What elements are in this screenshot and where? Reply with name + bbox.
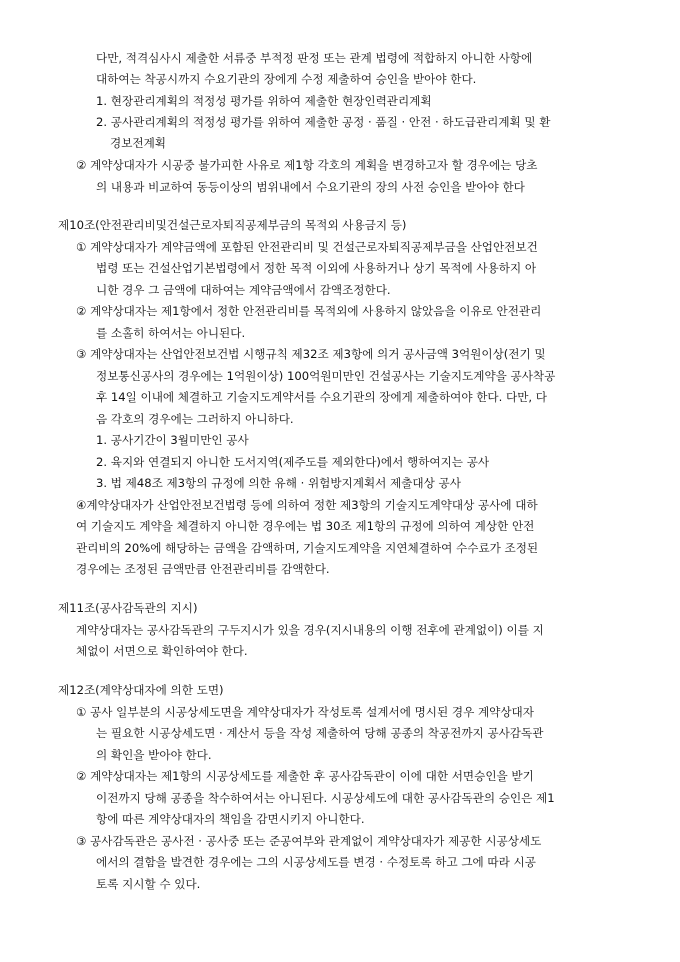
text-line: 의 확인을 받아야 한다. bbox=[96, 748, 212, 762]
clause-item: ① 계약상대자가 계약금액에 포함된 안전관리비 및 건설근로자퇴직공제부금을 산업안전보건 bbox=[76, 240, 538, 254]
clause-item: ① 공사 일부분의 시공상세도면을 계약상대자가 작성토록 설계서에 명시된 경우 계약상대자 bbox=[76, 705, 534, 719]
text-line: 체없이 서면으로 확인하여야 한다. bbox=[76, 644, 248, 658]
article-heading-10: 제10조(안전관리비및건설근로자퇴직공제부금의 목적외 사용금지 등) bbox=[58, 218, 407, 232]
list-item: 2. 공사관리계획의 적정성 평가를 위하여 제출한 공정 · 품질 · 안전 · 하도급관리계획 및 환 bbox=[96, 115, 551, 129]
text-line: 관리비의 20%에 해당하는 금액을 감액하며, 기술지도계약을 지연체결하여 수수료가 조정된 bbox=[76, 541, 539, 555]
text-line: 다만, 적격심사시 제출한 서류중 부적정 판정 또는 관계 법령에 적합하지 아니한 사항에 bbox=[96, 51, 533, 65]
text-line: 이전까지 당해 공종을 착수하여서는 아니된다. 시공상세도에 대한 공사감독관의 승인은 제1 bbox=[96, 791, 555, 805]
text-line: 정보통신공사의 경우에는 1억원이상) 100억원미만인 건설공사는 기술지도계약을 공사착공 bbox=[96, 369, 556, 383]
text-line: 계약상대자는 공사감독관의 구두지시가 있을 경우(지시내용의 이행 전후에 관계없이) 이를 지 bbox=[76, 623, 544, 637]
text-line: 니한 경우 그 금액에 대하여는 계약금액에서 감액조정한다. bbox=[96, 283, 391, 297]
clause-item: ② 계약상대자가 시공중 불가피한 사유로 제1항 각호의 계획을 변경하고자 할 경우에는 당초 bbox=[76, 158, 538, 172]
text-line: 에서의 결함을 발견한 경우에는 그의 시공상세도를 변경 · 수정토록 하고 그에 따라 시공 bbox=[96, 855, 536, 869]
text-line: 는 필요한 시공상세도면 · 계산서 등을 작성 제출하여 당해 공종의 착공전까지 공사감독관 bbox=[96, 726, 544, 740]
text-line: 토록 지시할 수 있다. bbox=[96, 877, 201, 891]
article-heading-11: 제11조(공사감독관의 지시) bbox=[58, 601, 198, 615]
text-line: 의 내용과 비교하여 동등이상의 범위내에서 수요기관의 장의 사전 승인을 받아야 한다 bbox=[96, 180, 525, 194]
text-line: 음 각호의 경우에는 그러하지 아니하다. bbox=[96, 412, 294, 426]
text-line: 법령 또는 건설산업기본법령에서 정한 목적 이외에 사용하거나 상기 목적에 사용하지 아 bbox=[96, 261, 537, 275]
article-heading-12: 제12조(계약상대자에 의한 도면) bbox=[58, 683, 224, 697]
text-line: 를 소홀히 하여서는 아니된다. bbox=[96, 326, 246, 340]
list-item: 2. 육지와 연결되지 아니한 도서지역(제주도를 제외한다)에서 행하여지는 공사 bbox=[96, 455, 490, 469]
text-line: 경보전계획 bbox=[110, 136, 166, 150]
text-line: 후 14일 이내에 체결하고 기술지도계약서를 수요기관의 장에게 제출하여야 한다. 다만, 다 bbox=[96, 390, 547, 404]
clause-item: ② 계약상대자는 제1항에서 정한 안전관리비를 목적외에 사용하지 않았음을 이유로 안전관리 bbox=[76, 304, 542, 318]
text-line: 여 기술지도 계약을 체결하지 아니한 경우에는 법 30조 제1항의 규정에 의하여 계상한 안전 bbox=[76, 519, 535, 533]
list-item: 3. 법 제48조 제3항의 규정에 의한 유해 · 위험방지계획서 제출대상 공사 bbox=[96, 476, 461, 490]
clause-item: ③ 공사감독관은 공사전 · 공사중 또는 준공여부와 관계없이 계약상대자가 제공한 시공상세도 bbox=[76, 834, 542, 848]
text-line: 대하여는 착공시까지 수요기관의 장에게 수정 제출하여 승인을 받아야 한다. bbox=[96, 72, 477, 86]
clause-item: ③ 계약상대자는 산업안전보건법 시행규칙 제32조 제3항에 의거 공사금액 3억원이상(전기 및 bbox=[76, 347, 546, 361]
list-item: 1. 공사기간이 3월미만인 공사 bbox=[96, 433, 249, 447]
list-item: 1. 현장관리계획의 적정성 평가를 위하여 제출한 현장인력관리계획 bbox=[96, 94, 432, 108]
clause-item: ④계약상대자가 산업안전보건법령 등에 의하여 정한 제3항의 기술지도계약대상 공사에 대하 bbox=[76, 498, 538, 512]
text-line: 항에 따른 계약상대자의 책임을 감면시키지 아니한다. bbox=[96, 812, 365, 826]
clause-item: ② 계약상대자는 제1항의 시공상세도를 제출한 후 공사감독관이 이에 대한 서면승인을 받기 bbox=[76, 769, 534, 783]
text-line: 경우에는 조정된 금액만큼 안전관리비를 감액한다. bbox=[76, 562, 330, 576]
